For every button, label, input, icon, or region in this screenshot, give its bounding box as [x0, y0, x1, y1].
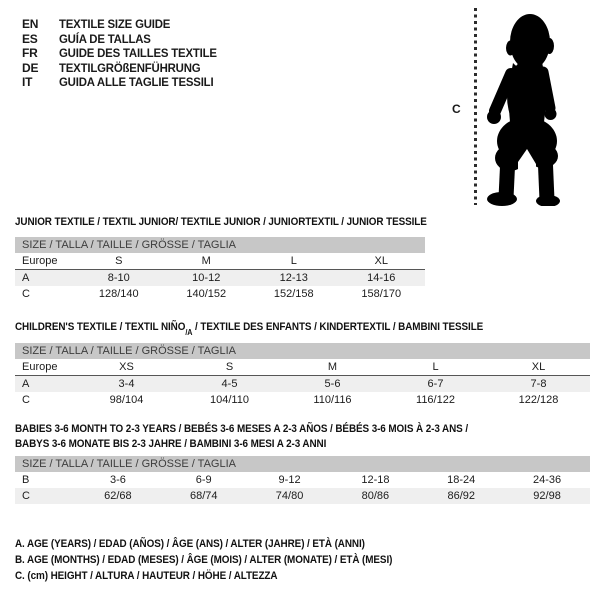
- size-cell: L: [432, 361, 439, 373]
- table-row-age: [15, 270, 425, 286]
- row-label: C: [22, 394, 30, 406]
- children-size-table: [15, 343, 590, 408]
- size-cell: XL: [374, 255, 388, 267]
- row-label: A: [22, 272, 30, 284]
- height-cell: 80/86: [361, 490, 390, 502]
- language-row-de: [22, 61, 225, 76]
- size-cell: S: [225, 361, 234, 373]
- months-cell: 6-9: [195, 474, 212, 486]
- height-cell: 62/68: [104, 490, 132, 502]
- height-cell: 68/74: [189, 490, 218, 502]
- size-cell: XL: [531, 361, 546, 373]
- footnote-a: A. AGE (YEARS) / EDAD (AÑOS) / ÂGE (ANS) / ALTER (JAHRE) / ETÀ (ANNI): [15, 538, 365, 550]
- months-cell: 18-24: [447, 474, 476, 486]
- height-measure-label: C: [452, 102, 461, 116]
- children-table-title: [15, 320, 483, 338]
- table-row-height: [15, 286, 425, 302]
- language-row-es: [22, 32, 225, 47]
- row-label: C: [22, 288, 30, 300]
- height-cell: 116/122: [416, 394, 455, 406]
- table-row-europe: [15, 253, 425, 270]
- age-cell: 4-5: [221, 378, 238, 390]
- language-code: ES: [22, 31, 38, 46]
- height-cell: 122/128: [518, 394, 559, 406]
- language-code: FR: [22, 46, 38, 60]
- babies-table-title: [15, 422, 468, 452]
- children-title-post: / TEXTILE DES ENFANTS / KINDERTEXTIL / BAMBINI TESSILE: [192, 321, 484, 333]
- size-header-bar: SIZE / TALLA / TAILLE / GRÖSSE / TAGLIA: [15, 456, 590, 472]
- language-code: EN: [22, 17, 39, 31]
- height-cell: 86/92: [447, 490, 475, 502]
- height-cell: 74/80: [275, 490, 304, 502]
- babies-title-line1: BABIES 3-6 MONTH TO 2-3 YEARS / BEBÉS 3-6 MESES A 2-3 AÑOS / BÉBÉS 3-6 MOIS À 2-3 ANS /: [15, 423, 468, 435]
- row-label: B: [22, 474, 30, 486]
- children-title-pre: CHILDREN'S TEXTILE / TEXTIL NIÑO: [15, 321, 186, 333]
- babies-size-table: [15, 456, 590, 504]
- footnotes: [15, 536, 434, 584]
- babies-title-line2: BABYS 3-6 MONATE BIS 2-3 JAHRE / BAMBINI 3-6 MESI A 2-3 ANNI: [15, 438, 327, 450]
- table-row-height: [15, 488, 590, 504]
- row-label: Europe: [22, 361, 58, 373]
- age-cell: 3-4: [118, 378, 135, 390]
- height-cell: 98/104: [109, 394, 144, 406]
- language-title: TEXTILE SIZE GUIDE: [59, 17, 171, 31]
- months-cell: 24-36: [532, 474, 562, 486]
- size-cell: M: [327, 361, 338, 373]
- row-label: Europe: [22, 255, 58, 267]
- height-measure-line: [474, 8, 477, 205]
- height-cell: 110/116: [313, 394, 352, 406]
- language-row-en: [22, 17, 225, 32]
- language-title: GUIDA ALLE TAGLIE TESSILI: [59, 75, 214, 89]
- row-label: A: [22, 378, 30, 390]
- language-title: TEXTILGRÖßENFÜHRUNG: [59, 60, 201, 75]
- height-cell: 152/158: [273, 288, 314, 300]
- months-cell: 3-6: [109, 474, 126, 486]
- age-cell: 14-16: [367, 272, 396, 284]
- size-cell: L: [290, 255, 297, 267]
- size-cell: XS: [119, 361, 134, 373]
- size-header-bar: SIZE / TALLA / TAILLE / GRÖSSE / TAGLIA: [15, 343, 590, 359]
- language-code: IT: [22, 75, 33, 89]
- table-row-months: [15, 472, 590, 488]
- table-row-height: [15, 392, 590, 408]
- table-row-age: [15, 376, 590, 392]
- age-cell: 10-12: [192, 272, 221, 284]
- size-cell: S: [115, 255, 123, 267]
- age-cell: 8-10: [107, 272, 130, 284]
- language-title: GUÍA DE TALLAS: [59, 31, 151, 46]
- language-title: GUIDE DES TAILLES TEXTILE: [59, 46, 217, 60]
- size-header-bar: SIZE / TALLA / TAILLE / GRÖSSE / TAGLIA: [15, 237, 425, 253]
- footnote-b: B. AGE (MONTHS) / EDAD (MESES) / ÂGE (MOIS) / ALTER (MONATE) / ETÀ (MESI): [15, 554, 393, 566]
- height-cell: 104/110: [210, 394, 249, 406]
- months-cell: 9-12: [278, 474, 301, 486]
- height-cell: 158/170: [361, 288, 402, 300]
- subscript-a: /A: [185, 328, 193, 338]
- height-cell: 128/140: [98, 288, 139, 300]
- age-cell: 6-7: [427, 378, 444, 390]
- height-cell: 92/98: [533, 490, 561, 502]
- age-cell: 5-6: [324, 378, 341, 390]
- language-code: DE: [22, 60, 39, 75]
- age-cell: 12-13: [279, 272, 308, 284]
- language-list: [22, 17, 225, 90]
- footnote-c: C. (cm) HEIGHT / ALTURA / HAUTEUR / HÖHE / ALTEZZA: [15, 570, 278, 582]
- table-row-europe: [15, 359, 590, 376]
- months-cell: 12-18: [361, 474, 390, 486]
- language-row-it: [22, 75, 225, 90]
- age-cell: 7-8: [530, 378, 547, 390]
- toddler-silhouette-icon: [483, 8, 565, 206]
- junior-size-table: [15, 237, 425, 302]
- size-cell: M: [201, 255, 211, 267]
- row-label: C: [22, 490, 30, 502]
- junior-table-title: JUNIOR TEXTILE / TEXTIL JUNIOR/ TEXTILE JUNIOR / JUNIORTEXTIL / JUNIOR TESSILE: [15, 216, 427, 228]
- height-cell: 140/152: [186, 288, 227, 300]
- language-row-fr: [22, 46, 225, 61]
